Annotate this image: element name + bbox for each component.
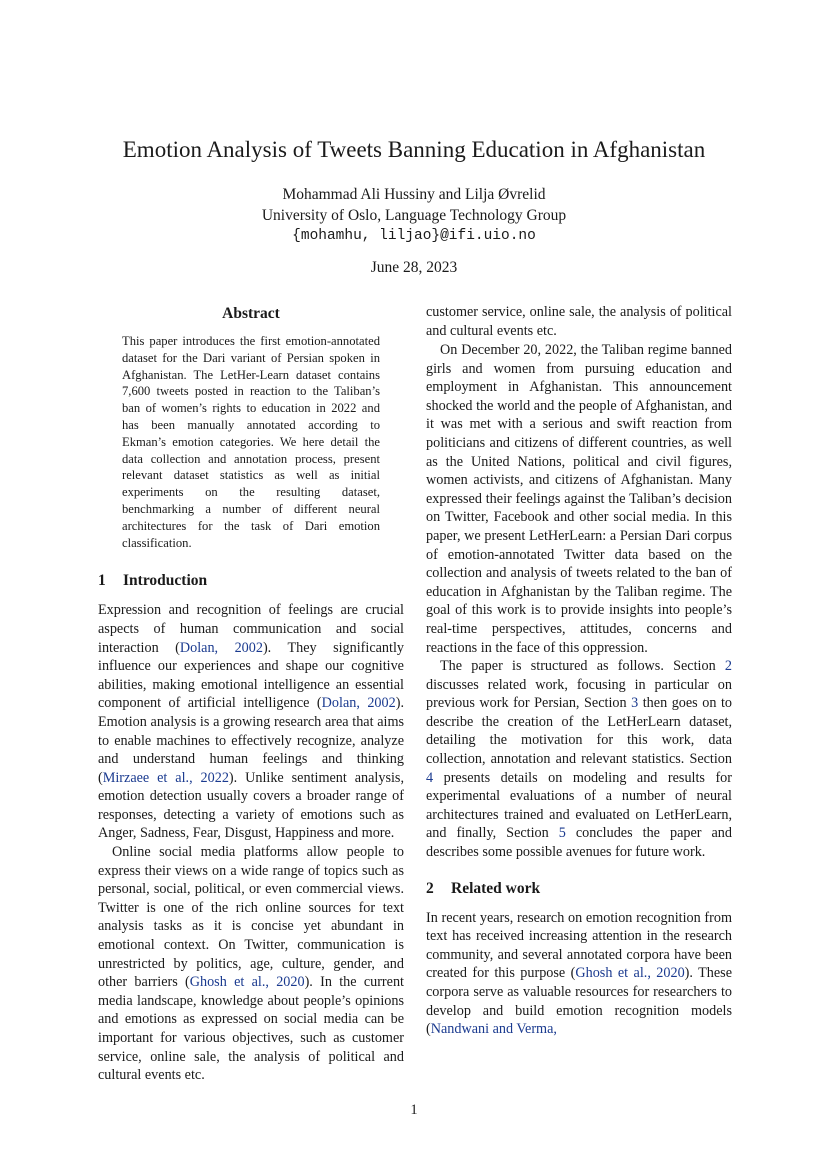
section-title: Related work [451,879,541,897]
section-heading-related-work [426,879,732,899]
author-block [0,184,828,247]
section-number: 2 [426,879,434,897]
section-number: 1 [98,572,106,590]
section-title: Introduction [123,572,208,590]
text-run: ). They significantly influence our experiences and shape our cognitive abilities, making emotional intelligence an essential component of artificial intelligence ( [98,639,404,712]
text-run: In recent years, research on emotion recognition from text has received increasing attention in the research community, and several annotated corpora have been created for this purpose ( [426,909,732,982]
section-ref-link[interactable]: 2 [724,658,732,675]
text-run: ). In the current media landscape, knowledge about people’s opinions and emotions as expressed on social media can be important for various objectives, such as customer service, online sale, the analysis of political and cultural events etc. [98,974,404,1084]
text-run: The paper is structured as follows. Section [440,658,725,675]
section-ref-link[interactable]: 5 [558,825,566,842]
section-heading-introduction [98,571,404,591]
text-run: ). These corpora serve as valuable resources for researchers to develop and build emotion recognition models ( [426,965,732,1038]
text-run: Online social media platforms allow people to express their views on a wide range of topics such as personal, social, political, or even commercial views. Twitter is one of the rich online sources for text analysis tasks as it is concise yet abundant in emotional context. On Twitter, communication is unrestricted by politics, age, culture, gender, and other barriers ( [98,844,404,991]
paper-date: June 28, 2023 [370,259,458,276]
related-paragraph-1 [426,909,732,1039]
text-run: presents details on modeling and results for experimental evaluations of a number of neural architectures trained and evaluated on LetHerLearn, and finally, Section [426,769,732,842]
author-affiliation: University of Oslo, Language Technology Group [261,207,567,224]
intro-paragraph-4 [426,657,732,862]
abstract-text: This paper introduces the first emotion-annotated dataset for the Dari variant of Persian spoken in Afghanistan. The LetHer-Learn dataset contains 7,600 tweets posted in reaction to the Taliban’s ban of women’s rights to education in 2022 and has been manually annotated according to Ekman’s emotion categories. We here detail the data collection and annotation process, present relevant dataset statistics as well as initial experiments on the resulting dataset, benchmarking a number of different neural architectures for the task of Dari emotion classification. [122,334,380,550]
page-number: 1 [410,1102,418,1118]
text-run: ). Emotion analysis is a growing research area that aims to enable machines to effectively recognize, analyze and understand human feelings and thinking ( [98,695,404,786]
section-ref-link[interactable]: 3 [631,695,639,712]
author-names: Mohammad Ali Hussiny and Lilja Øvrelid [282,186,546,203]
citation-link[interactable]: Dolan, 2002 [321,695,396,712]
section-ref-link[interactable]: 4 [426,769,434,786]
citation-link[interactable]: Dolan, 2002 [179,639,263,656]
text-run: then goes on to describe the creation of the LetHerLearn dataset, detailing the motivation for this work, data collection, annotation and relevant statistics. Section [426,695,732,768]
text-run: Expression and recognition of feelings are crucial aspects of human communication and social interaction ( [98,602,404,656]
author-email: {mohamhu, liljao}@ifi.uio.no [292,228,536,244]
citation-link[interactable]: Nandwani and Verma, [430,1021,557,1038]
text-run: discusses related work, focusing in particular on previous work for Persian, Section [426,676,732,712]
text-run: concludes the paper and describes some possible avenues for future work. [426,825,732,861]
right-column [426,304,732,1039]
citation-link[interactable]: Mirzaee et al., 2022 [102,769,229,786]
citation-link[interactable]: Ghosh et al., 2020 [189,974,305,991]
intro-paragraph-1 [98,601,404,843]
intro-paragraph-2-continued: customer service, online sale, the analysis of political and cultural events etc. [426,304,732,339]
intro-paragraph-2 [98,843,404,1085]
left-column [98,304,404,1085]
citation-link[interactable]: Ghosh et al., 2020 [575,965,685,982]
abstract-heading: Abstract [222,305,280,322]
text-run: ). Unlike sentiment analysis, emotion detection usually covers a broader range of responses, detecting a variety of emotions such as Anger, Sadness, Fear, Disgust, Happiness and more. [98,769,404,842]
intro-paragraph-3: On December 20, 2022, the Taliban regime banned girls and women from pursuing education and employment in Afghanistan. This announcement shocked the world and the people of Afghanistan, and it was met with a serious and swift reaction from politicians and citizens of different countries, as well as the United Nations, political and civil figures, women activists, and citizens of Afghanistan. Many expressed their feelings against the Taliban’s decision on Twitter, Facebook and other social media. In this paper, we present LetHerLearn: a Persian Dari corpus of emotion-annotated Twitter data based on the collection and analysis of tweets related to the ban of education in Afghanistan by the Taliban regime. The goal of this work is to provide insights into people’s real-time perspectives, attitudes, concerns and reactions in the face of this oppression. [426,342,732,656]
continued-text-clip [426,304,732,341]
paper-title: Emotion Analysis of Tweets Banning Education in Afghanistan [122,137,706,162]
